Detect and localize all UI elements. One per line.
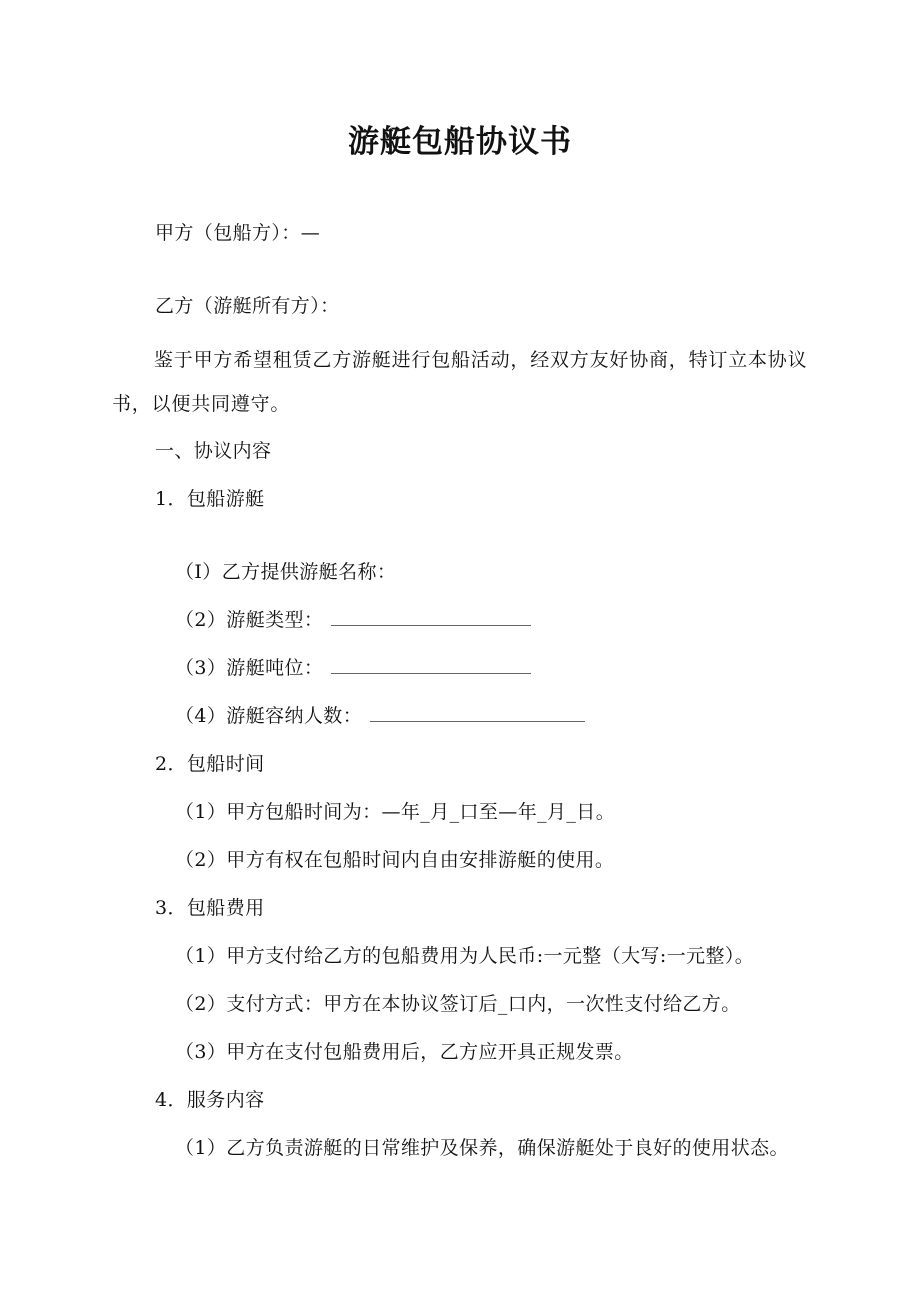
yacht-capacity-blank [370, 705, 585, 722]
document-title: 游艇包船协议书 [348, 124, 572, 160]
item-1-line-4-row [175, 702, 585, 730]
item-4-heading: 4．服务内容 [155, 1089, 265, 1111]
item-2-heading: 2．包船时间 [155, 753, 265, 775]
item-4-line-1: （1）乙方负责游艇的日常维护及保养，确保游艇处于良好的使用状态。 [175, 1137, 789, 1159]
item-1-line-2: （2）游艇类型： [175, 609, 324, 631]
item-1-line-1: （I）乙方提供游艇名称： [175, 561, 397, 583]
item-3-heading: 3．包船费用 [155, 897, 265, 919]
item-3-line-1: （1）甲方支付给乙方的包船费用为人民币:一元整（大写:一元整）。 [175, 945, 755, 967]
party-a-line: 甲方（包船方）：— [155, 222, 321, 244]
item-2-line-2: （2）甲方有权在包船时间内自由安排游艇的使用。 [175, 849, 615, 871]
item-1-heading: 1．包船游艇 [155, 488, 265, 510]
preamble-paragraph: 鉴于甲方希望租赁乙方游艇进行包船活动，经双方友好协商，特订立本协议书，以便共同遵守。 [112, 349, 808, 415]
item-3-line-2: （2）支付方式：甲方在本协议签订后_口内，一次性支付给乙方。 [175, 993, 741, 1015]
party-b-line: 乙方（游艇所有方）： [155, 295, 340, 317]
item-3-line-3: （3）甲方在支付包船费用后，乙方应开具正规发票。 [175, 1041, 634, 1063]
item-2-line-1: （1）甲方包船时间为：—年_月_口至—年_月_日。 [175, 801, 616, 823]
item-1-line-2-row [175, 606, 531, 634]
section-heading-agreement-content: 一、协议内容 [155, 440, 272, 462]
yacht-tonnage-blank [331, 657, 531, 674]
item-1-line-3-row [175, 654, 531, 682]
item-1-line-4: （4）游艇容纳人数： [175, 705, 363, 727]
yacht-type-blank [331, 609, 531, 626]
item-1-line-3: （3）游艇吨位： [175, 657, 324, 679]
